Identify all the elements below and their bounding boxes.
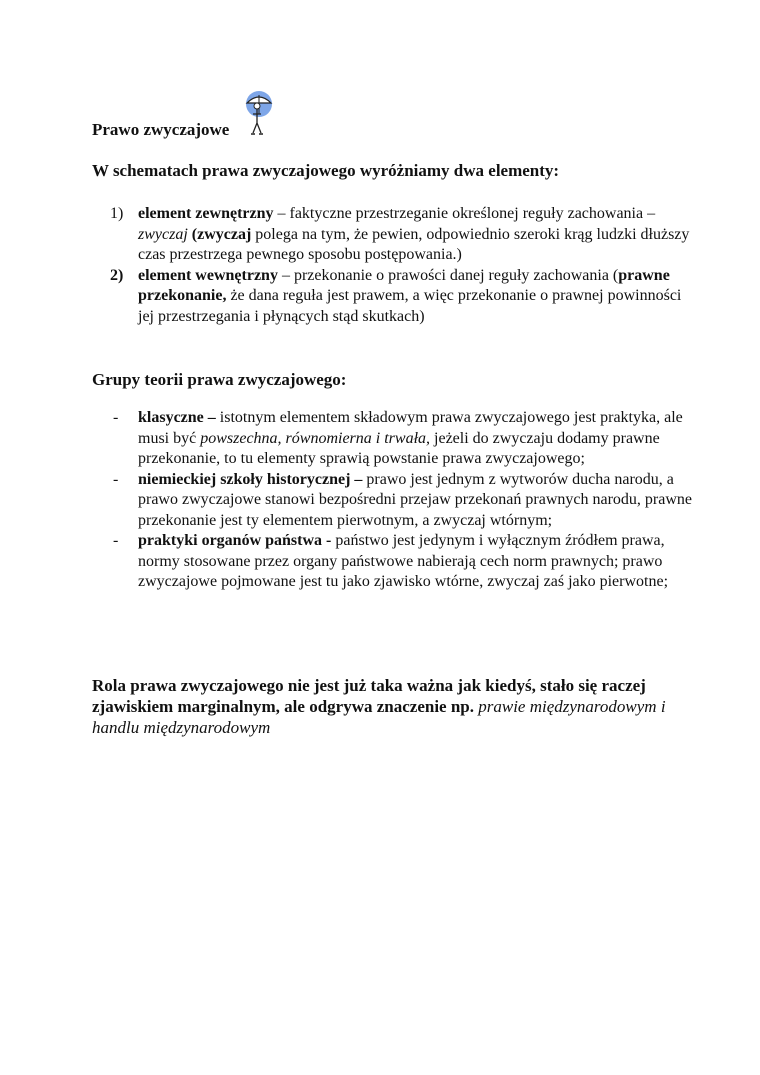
list-item-bold: (zwyczaj <box>187 225 252 243</box>
list-item-text: że dana reguła jest prawem, a więc przekonanie o prawnej powinności jej przestrzegania i płynących stąd skutkach) <box>138 287 682 325</box>
list-item-italic: powszechna, równomierna i trwała, <box>200 429 431 447</box>
list-item-italic: zwyczaj <box>138 225 188 243</box>
list-item <box>92 531 692 593</box>
list-item-text: jeżeli do zwyczaju dodamy prawne przekonanie, to tu elementy sprawią powstanie prawa zwyczajowego; <box>138 429 660 467</box>
list-item-text: istotnym elementem składowym prawa zwyczajowego jest praktyka, ale musi być <box>138 409 683 447</box>
list-item-term: element zewnętrzny <box>138 205 274 222</box>
conclusion-italic-text: prawie międzynarodowym i handlu międzynarodowym <box>92 697 666 737</box>
list-item-term: praktyki organów państwa - <box>138 532 332 549</box>
section-heading-elements: W schematach prawa zwyczajowego wyróżniamy dwa elementy: <box>92 161 560 180</box>
list-marker: - <box>113 470 119 488</box>
numbered-list-elements <box>92 204 692 327</box>
section-heading-theories: Grupy teorii prawa zwyczajowego: <box>92 370 347 389</box>
list-marker: 1) <box>110 205 124 222</box>
conclusion-paragraph <box>92 675 692 738</box>
list-item-text: polega na tym, że pewien, odpowiednio szeroki krąg ludzki dłuższy czas przestrzega pewnego sposobu postępowania.) <box>138 225 690 263</box>
person-with-umbrella-icon <box>241 90 277 140</box>
list-item <box>92 266 692 328</box>
page-title: Prawo zwyczajowe <box>92 120 230 139</box>
list-item-term: niemieckiej szkoły historycznej – <box>138 470 363 488</box>
list-item <box>92 408 692 470</box>
list-item <box>92 204 692 266</box>
list-item-text: – przekonanie o prawości danej reguły zachowania ( <box>277 266 619 284</box>
list-marker: - <box>113 532 119 549</box>
list-item-text: prawo jest jednym z wytworów ducha narodu, a prawo zwyczajowe stanowi bezpośredni przejaw przekonań prawnych narodu, prawne przekonanie jest ty elementem pierwotnym, a zwyczaj wtórnym; <box>138 470 692 529</box>
list-item-term: element wewnętrzny <box>138 266 278 284</box>
list-marker: - <box>113 409 119 426</box>
bullet-list-theories <box>92 408 692 593</box>
list-item <box>92 470 692 532</box>
list-item-term: klasyczne – <box>138 409 216 426</box>
clipart-head <box>254 103 260 109</box>
list-item-text: państwo jest jedynym i wyłącznym źródłem prawa, normy stosowane przez organy państwowe nabierają cech norm prawnych; prawo zwyczajowe pojmowane jest tu jako zjawisko wtórne, zwyczaj zaś jako pierwotne; <box>138 532 669 590</box>
list-item-text: – faktyczne przestrzeganie określonej reguły zachowania – <box>273 205 656 222</box>
list-marker: 2) <box>110 266 124 284</box>
list-item-bold: prawne przekonanie, <box>138 266 670 304</box>
conclusion-bold-text: Rola prawa zwyczajowego nie jest już taka ważna jak kiedyś, stało się raczej zjawiskiem marginalnym, ale odgrywa znaczenie np. <box>92 676 646 716</box>
